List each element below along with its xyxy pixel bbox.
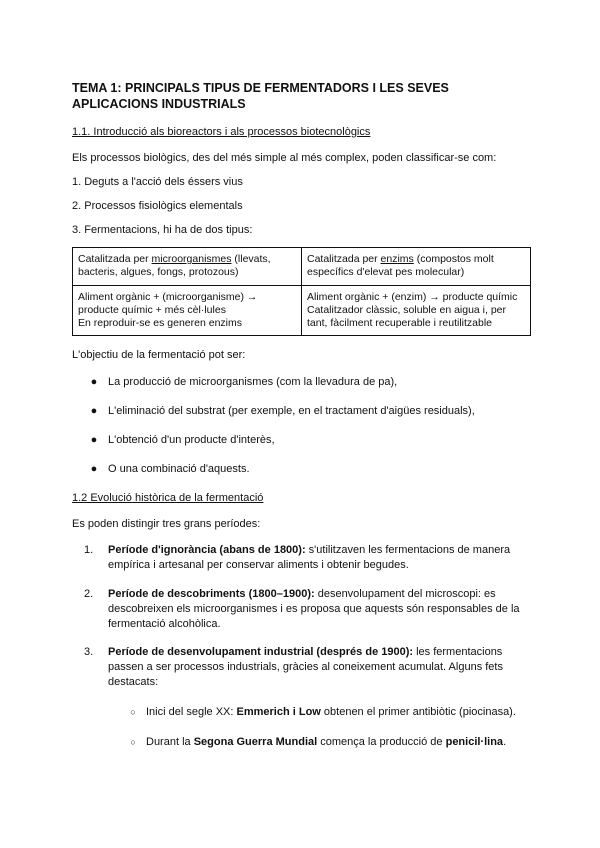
list-item: 1. Deguts a l'acció dels éssers vius: [72, 176, 243, 188]
objective-intro: L'objectiu de la fermentació pot ser:: [72, 349, 246, 361]
fermentation-types-table: [72, 247, 531, 336]
list-item: 1. Període d'ignorància (abans de 1800): s'utilitzaven les fermentacions de manera empírica i artesanal per conservar aliments i obtenir begudes.: [84, 544, 511, 571]
list-item: 3. Fermentacions, hi ha de dos tipus:: [72, 224, 253, 236]
circle-bullet-icon: ○: [130, 707, 136, 717]
table-row: [73, 248, 531, 286]
bullet-icon: ●: [90, 434, 98, 446]
bullet-icon: ●: [90, 463, 98, 475]
section-2-heading: 1.2 Evolució històrica de la fermentació: [72, 492, 264, 504]
enzymes-term: enzims: [380, 253, 414, 265]
document-title: TEMA 1: PRINCIPALS TIPUS DE FERMENTADORS I LES SEVES APLICACIONS INDUSTRIALS: [72, 81, 449, 111]
list-item: 2. Període de descobriments (1800–1900): desenvolupament del microscopi: es descobreixen els microorganismes i es proposa que aquests són responsables de la fermentació alcohòlica.: [84, 588, 520, 630]
table-cell: Aliment orgànic + (enzim) → producte químic Catalitzador clàssic, soluble en aigua i, per tant, fàcilment recuperable i reutilitzable: [302, 286, 531, 336]
section-1-heading: 1.1. Introducció als bioreactors i als processos biotecnològics: [72, 126, 371, 138]
table-cell: Catalitzada per enzims (compostos molt específics d'elevat pes molecular): [302, 248, 531, 286]
bullet-icon: ●: [90, 376, 98, 388]
list-item: 3. Període de desenvolupament industrial (després de 1900): les fermentacions passen a ser processos industrials, gràcies al coneixement acumulat. Alguns fets destacats:: [84, 646, 503, 688]
list-item: 2. Processos fisiològics elementals: [72, 200, 243, 212]
circle-bullet-icon: ○: [130, 737, 136, 747]
table-cell: Aliment orgànic + (microorganisme) → producte químic + més cèl·lules En reproduir-se es generen enzims: [73, 286, 302, 336]
section-1-intro: Els processos biològics, des del més simple al més complex, poden classificar-se com:: [72, 152, 497, 164]
section-2-intro: Es poden distingir tres grans períodes:: [72, 518, 261, 530]
bullet-icon: ●: [90, 405, 98, 417]
table-cell: Catalitzada per microorganismes (llevats, bacteris, algues, fongs, protozous): [73, 248, 302, 286]
table-row: [73, 286, 531, 336]
microorganisms-term: microorganismes: [151, 253, 232, 265]
